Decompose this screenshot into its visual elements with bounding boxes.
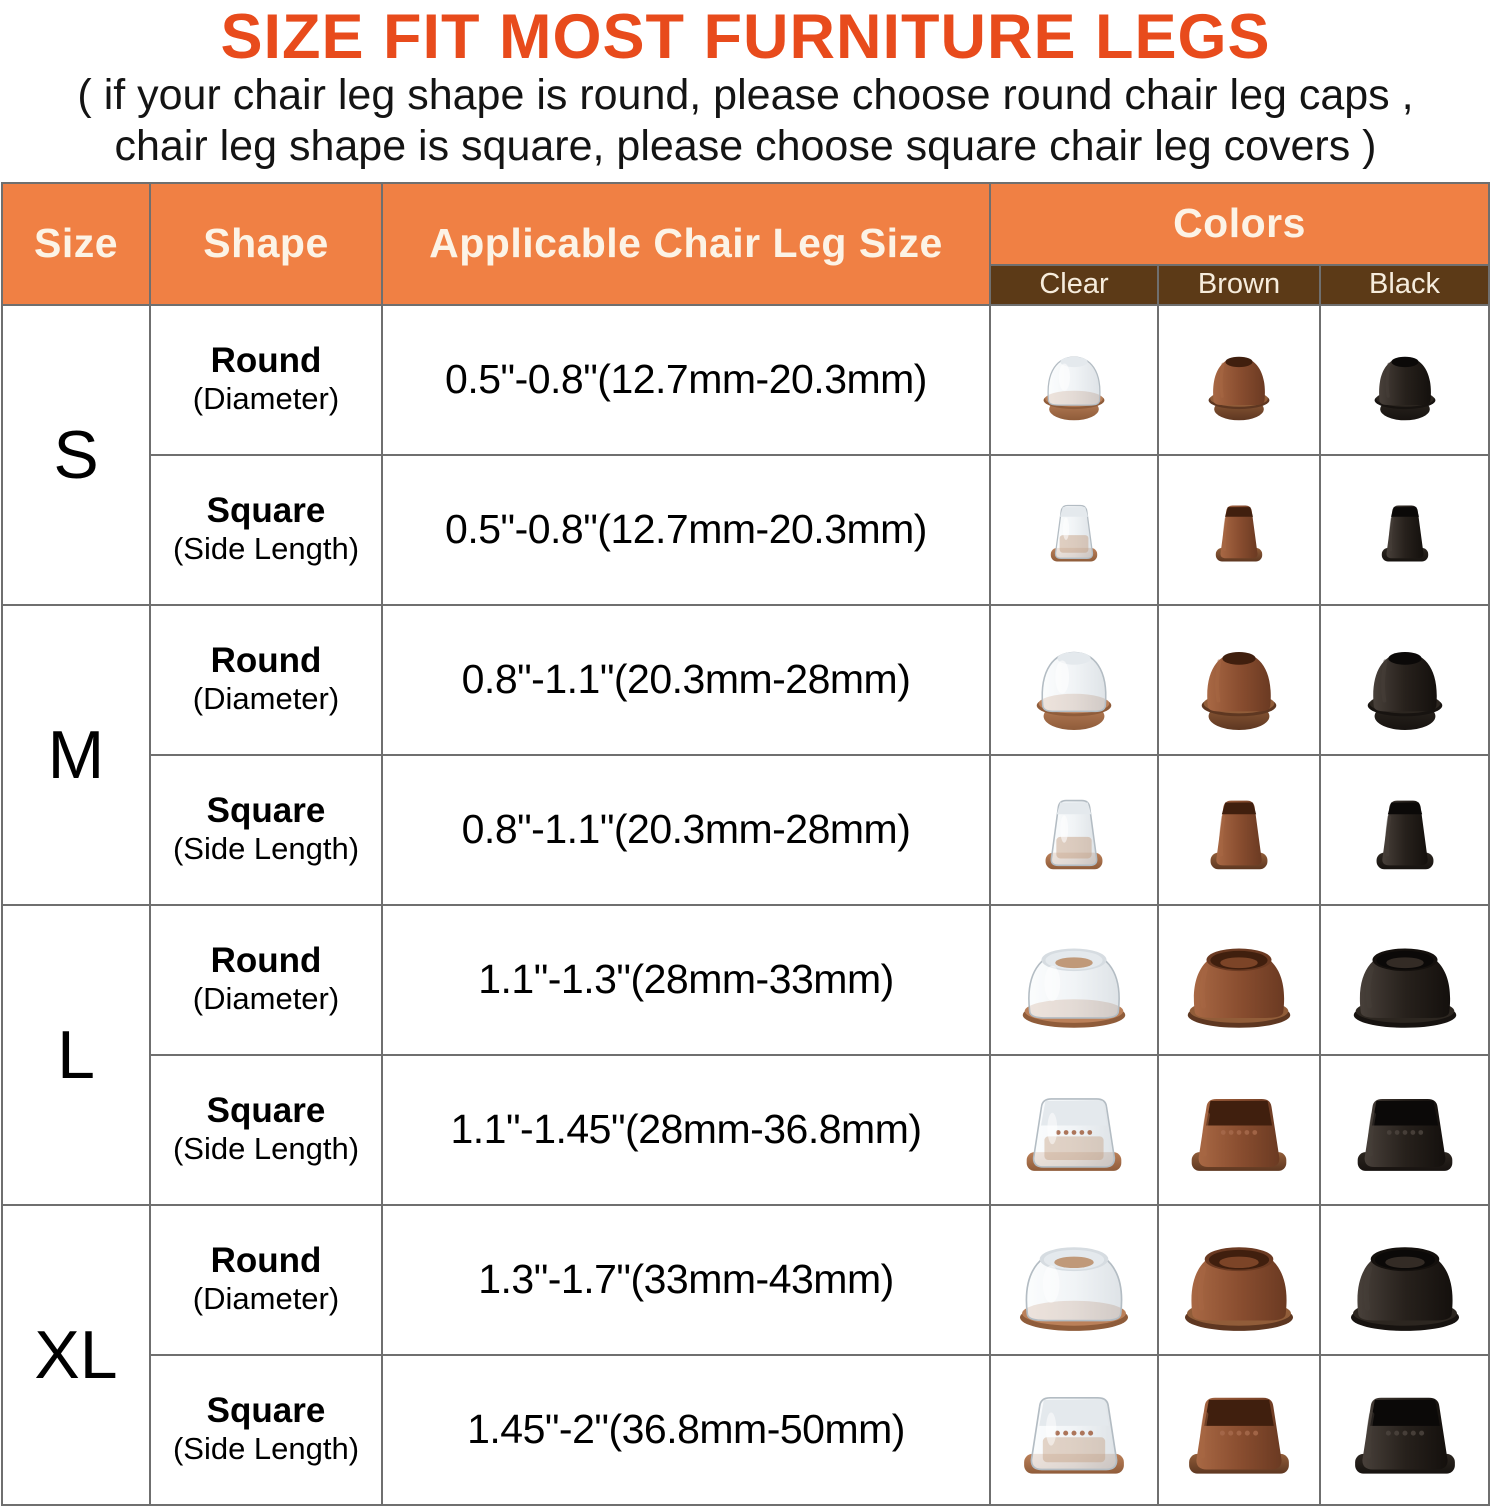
size-label-l: L (2, 905, 150, 1205)
table-row-s-square (2, 455, 1489, 605)
leg-size-value: 1.1"-1.45"(28mm-36.8mm) (382, 1055, 990, 1205)
round-cap-clear-icon (991, 929, 1157, 1030)
table-row-l-round (2, 905, 1489, 1055)
cap-image-round-clear (990, 605, 1158, 755)
leg-size-value: 1.45"-2"(36.8mm-50mm) (382, 1355, 990, 1505)
cap-image-square-brown (1158, 1355, 1320, 1505)
leg-size-value: 0.8"-1.1"(20.3mm-28mm) (382, 605, 990, 755)
round-cap-clear-icon (991, 337, 1157, 422)
square-cap-black-icon (1321, 778, 1488, 882)
shape-label: Square (206, 791, 326, 831)
square-cap-brown-icon (1159, 1079, 1319, 1180)
subtitle-line-2: chair leg shape is square, please choose square chair leg covers ) (114, 122, 1377, 171)
shape-label: Round (210, 341, 322, 381)
cap-image-square-clear (990, 455, 1158, 605)
leg-size-value: 1.1"-1.3"(28mm-33mm) (382, 905, 990, 1055)
cap-image-round-brown (1158, 605, 1320, 755)
cap-image-round-clear (990, 905, 1158, 1055)
leg-size-value: 0.5"-0.8"(12.7mm-20.3mm) (382, 455, 990, 605)
header-row (2, 183, 1489, 265)
cap-image-round-black (1320, 905, 1489, 1055)
cap-image-square-black (1320, 1355, 1489, 1505)
shape-label: Round (210, 1241, 322, 1281)
cap-image-square-clear (990, 755, 1158, 905)
size-label-s: S (2, 305, 150, 605)
cap-image-round-brown (1158, 905, 1320, 1055)
square-cap-black-icon (1321, 487, 1488, 572)
column-header-size: Size (2, 183, 150, 305)
round-cap-black-icon (1321, 628, 1488, 732)
round-cap-black-icon (1321, 1227, 1488, 1333)
subtitle-line-1: ( if your chair leg shape is round, please choose round chair leg caps , (77, 71, 1414, 119)
square-cap-black-icon (1321, 1079, 1488, 1180)
cap-image-square-clear (990, 1055, 1158, 1205)
round-cap-brown-icon (1159, 628, 1319, 732)
leg-size-value: 1.3"-1.7"(33mm-43mm) (382, 1205, 990, 1355)
table-row-m-square (2, 755, 1489, 905)
table-row-s-round (2, 305, 1489, 455)
shape-label: Square (206, 491, 326, 531)
subheader-black: Black (1320, 265, 1489, 305)
square-cap-brown-icon (1159, 487, 1319, 572)
square-cap-clear-icon (991, 487, 1157, 572)
subheader-brown: Brown (1158, 265, 1320, 305)
page-title: SIZE FIT MOST FURNITURE LEGS (220, 2, 1271, 72)
cap-image-square-black (1320, 455, 1489, 605)
cap-image-square-black (1320, 1055, 1489, 1205)
cap-image-square-brown (1158, 455, 1320, 605)
column-header-colors: Colors (990, 183, 1489, 265)
column-header-leg-size: Applicable Chair Leg Size (382, 183, 990, 305)
shape-label: Square (206, 1391, 326, 1431)
square-cap-clear-icon (991, 1079, 1157, 1180)
shape-note: (Diameter) (192, 1281, 340, 1317)
table-row-m-round (2, 605, 1489, 755)
size-label-m: M (2, 605, 150, 905)
cap-image-round-brown (1158, 305, 1320, 455)
round-cap-black-icon (1321, 337, 1488, 422)
cap-image-square-brown (1158, 1055, 1320, 1205)
table-row-l-square (2, 1055, 1489, 1205)
square-cap-clear-icon (991, 1377, 1157, 1483)
shape-label: Square (206, 1091, 326, 1131)
shape-label: Round (210, 941, 322, 981)
shape-note: (Side Length) (172, 1431, 360, 1467)
round-cap-black-icon (1321, 929, 1488, 1030)
size-chart-table (1, 182, 1490, 1506)
square-cap-brown-icon (1159, 778, 1319, 882)
round-cap-clear-icon (991, 628, 1157, 732)
square-cap-brown-icon (1159, 1377, 1319, 1483)
shape-note: (Diameter) (192, 381, 340, 417)
leg-size-value: 0.5"-0.8"(12.7mm-20.3mm) (382, 305, 990, 455)
table-row-xl-square (2, 1355, 1489, 1505)
cap-image-round-black (1320, 605, 1489, 755)
cap-image-round-clear (990, 1205, 1158, 1355)
round-cap-brown-icon (1159, 1227, 1319, 1333)
cap-image-round-black (1320, 305, 1489, 455)
shape-note: (Side Length) (172, 1131, 360, 1167)
round-cap-clear-icon (991, 1227, 1157, 1333)
cap-image-round-black (1320, 1205, 1489, 1355)
cap-image-square-clear (990, 1355, 1158, 1505)
cap-image-round-brown (1158, 1205, 1320, 1355)
size-label-xl: XL (2, 1205, 150, 1505)
subheader-clear: Clear (990, 265, 1158, 305)
round-cap-brown-icon (1159, 337, 1319, 422)
round-cap-brown-icon (1159, 929, 1319, 1030)
cap-image-square-brown (1158, 755, 1320, 905)
shape-note: (Side Length) (172, 831, 360, 867)
shape-label: Round (210, 641, 322, 681)
table-row-xl-round (2, 1205, 1489, 1355)
shape-note: (Diameter) (192, 981, 340, 1017)
cap-image-round-clear (990, 305, 1158, 455)
square-cap-black-icon (1321, 1377, 1488, 1483)
cap-image-square-black (1320, 755, 1489, 905)
shape-note: (Side Length) (172, 531, 360, 567)
shape-note: (Diameter) (192, 681, 340, 717)
leg-size-value: 0.8"-1.1"(20.3mm-28mm) (382, 755, 990, 905)
column-header-shape: Shape (150, 183, 382, 305)
square-cap-clear-icon (991, 778, 1157, 882)
